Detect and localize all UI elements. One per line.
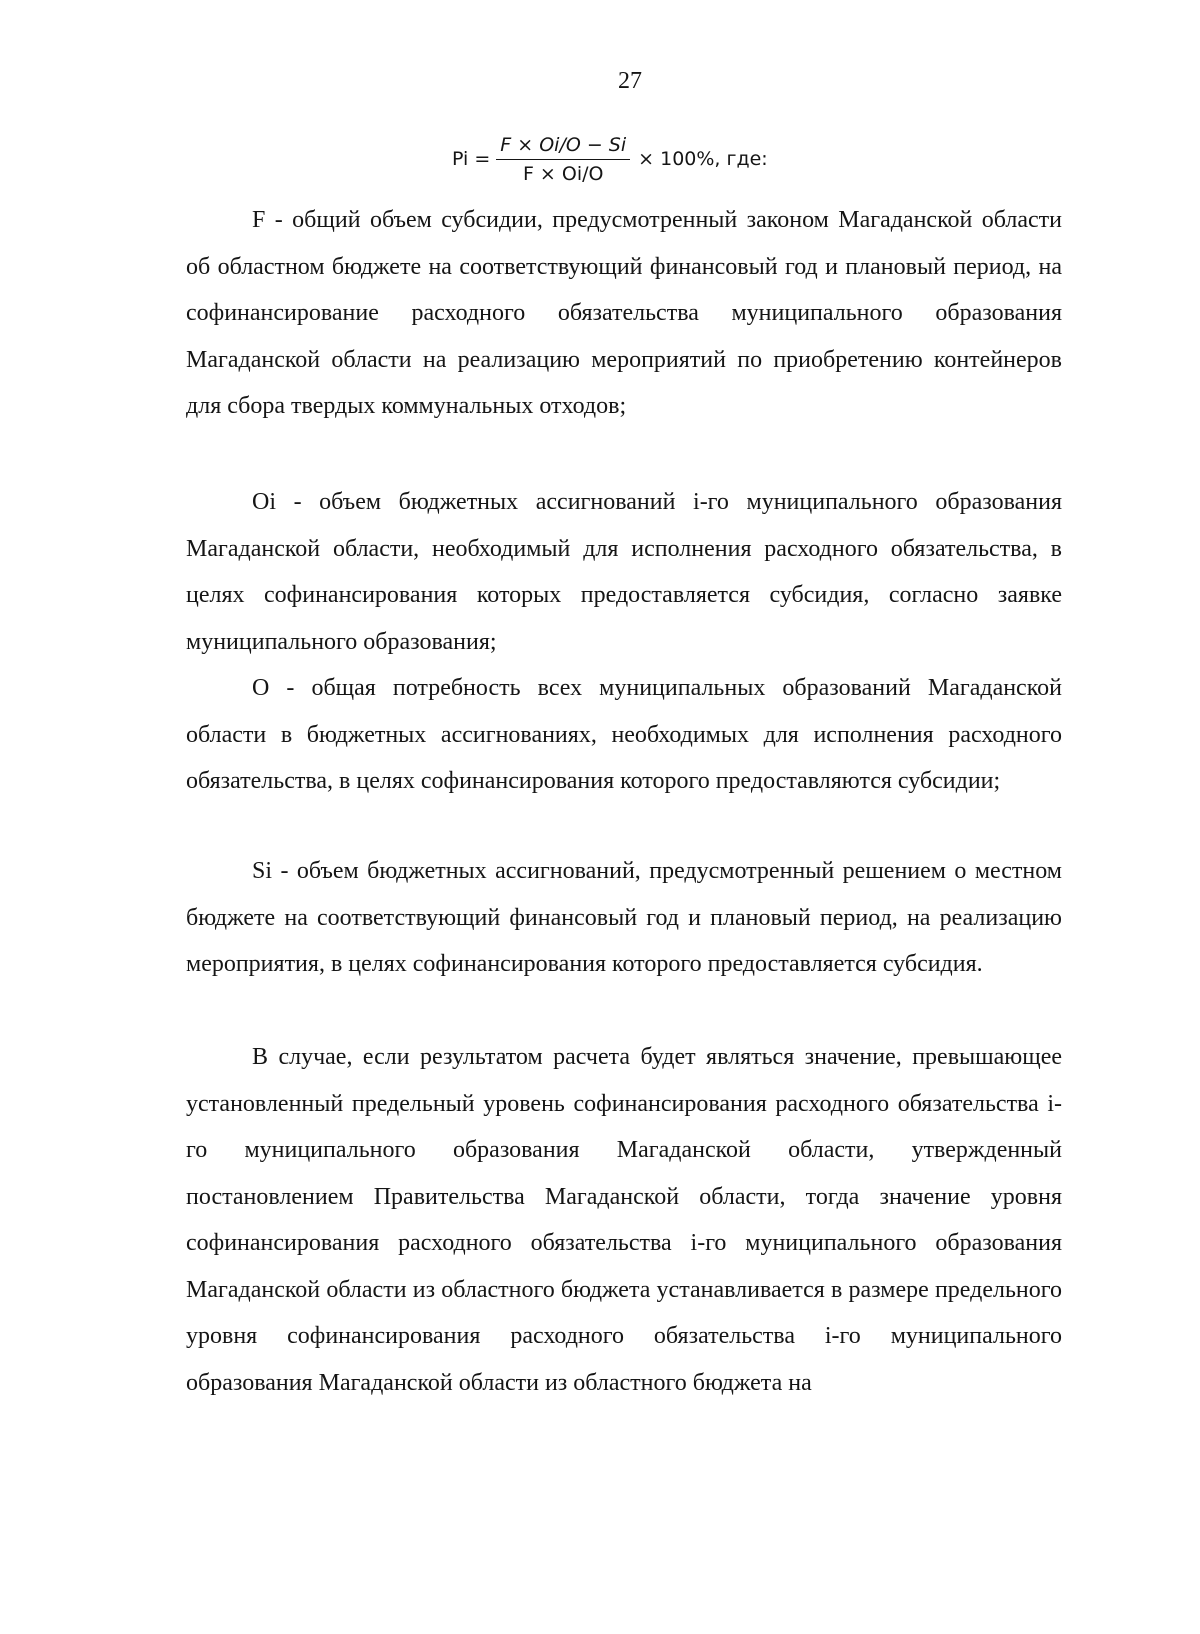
- paragraph-si-definition: [186, 848, 1062, 988]
- formula-tail: × 100%, где:: [638, 148, 768, 170]
- formula-fraction: [496, 134, 630, 185]
- formula: [452, 124, 768, 194]
- paragraph-text: O - общая потребность всех муниципальных образований Магаданской области в бюджетных ассигнованиях, необходимых для исполнения расходного обязательства, в целях софинансирования которого предоставляются субсидии;: [186, 675, 1062, 794]
- paragraph-text: В случае, если результатом расчета будет являться значение, превышающее установленный предельный уровень софинансирования расходного обязательства i-го муниципального образования Магаданской области, утвержденный постановлением Правительства Магаданской области, тогда значение уровня софинансирования расходного обязательства i-го муниципального образования Магаданской области из областного бюджета устанавливается в размере предельного уровня софинансирования расходного обязательства i-го муниципального образования Магаданской области из областного бюджета на: [186, 1044, 1062, 1396]
- formula-lhs: Pi =: [452, 148, 491, 170]
- paragraph-text: Si - объем бюджетных ассигнований, предусмотренный решением о местном бюджете на соответствующий финансовый год и плановый период, на реализацию мероприятия, в целях софинансирования которого предоставляется субсидия.: [186, 858, 1062, 977]
- paragraph-o-definition: [186, 665, 1062, 805]
- formula-numerator: F × Oi/O − Si: [496, 134, 630, 160]
- paragraph-f-definition: [186, 197, 1062, 430]
- paragraph-text: F - общий объем субсидии, предусмотренный законом Магаданской области об областном бюджете на соответствующий финансовый год и плановый период, на софинансирование расходного обязательства муниципального образования Магаданской области на реализацию мероприятий по приобретению контейнеров для сбора твердых коммунальных отходов;: [186, 207, 1062, 419]
- paragraph-limit-case: [186, 1034, 1062, 1406]
- paragraph-text: Oi - объем бюджетных ассигнований i-го муниципального образования Магаданской области, необходимый для исполнения расходного обязательства, в целях софинансирования которых предоставляется субсидия, согласно заявке муниципального образования;: [186, 489, 1062, 655]
- formula-denominator: F × Oi/O: [522, 162, 604, 185]
- paragraph-oi-definition: [186, 479, 1062, 665]
- page-number: 27: [618, 68, 642, 94]
